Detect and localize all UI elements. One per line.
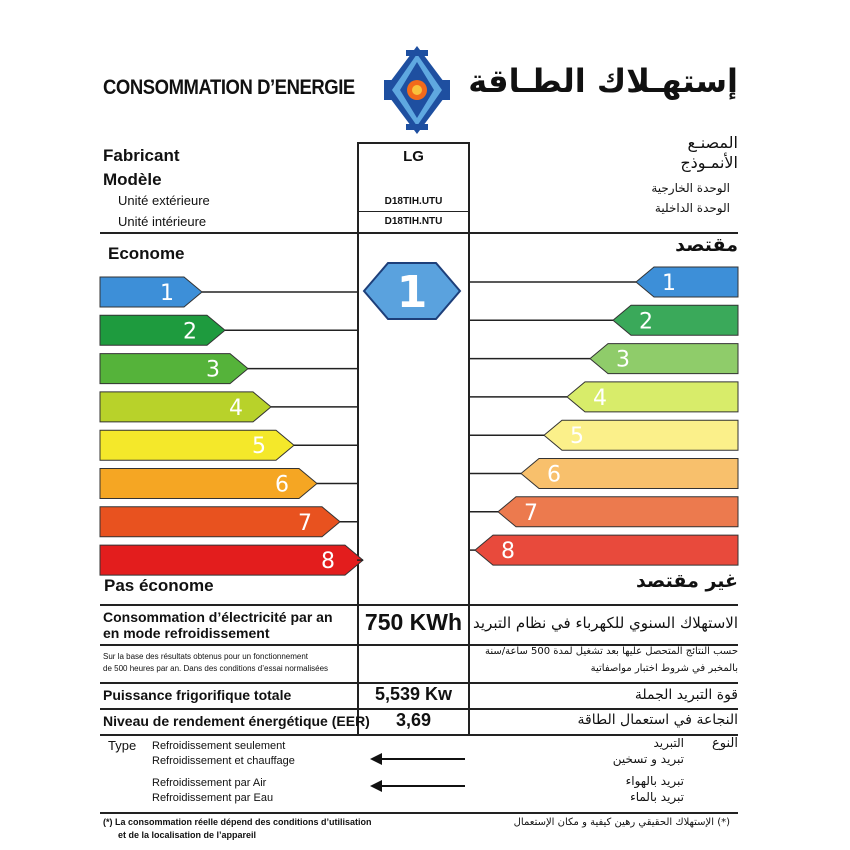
energy-class-label-right: 1 bbox=[662, 271, 676, 296]
outdoor-unit-label-arabic: الوحدة الخارجية bbox=[651, 181, 730, 195]
energy-class-label-right: 7 bbox=[524, 500, 538, 526]
basis-note-line1: Sur la base des résultats obtenus pour un fonctionnement bbox=[103, 652, 309, 661]
energy-class-label-right: 4 bbox=[593, 385, 607, 411]
energy-class-label-right: 3 bbox=[616, 347, 630, 373]
energy-class-bar-left bbox=[100, 354, 248, 384]
energy-class-label-left: 4 bbox=[229, 395, 243, 421]
energy-class-bar-right bbox=[590, 344, 738, 374]
econome-label-arabic: مقتصد bbox=[675, 234, 738, 256]
manufacturer-value: LG bbox=[403, 148, 424, 165]
energy-class-bar-left bbox=[100, 392, 271, 422]
energy-class-label-left: 2 bbox=[183, 319, 197, 345]
power-value: 5,539 Kw bbox=[374, 684, 453, 704]
energy-rating-value: 1 bbox=[396, 267, 428, 318]
power-label-arabic: قوة التبريد الجملة bbox=[634, 687, 738, 703]
eer-label-arabic: النجاعة في استعمال الطاقة bbox=[577, 712, 738, 728]
power-label: Puissance frigorifique totale bbox=[103, 687, 292, 703]
title-arabic: إستهـلاك الطـاقة bbox=[468, 62, 738, 100]
model-label-arabic: الأنمـوذج bbox=[680, 153, 738, 172]
energy-class-label-left: 5 bbox=[252, 434, 266, 460]
type-air-cooled: Refroidissement par Air bbox=[152, 777, 267, 789]
energy-class-label-left: 1 bbox=[160, 281, 174, 306]
energy-class-label-right: 2 bbox=[639, 309, 653, 335]
energy-class-bar-left bbox=[100, 277, 202, 307]
spec-column-right bbox=[468, 604, 470, 734]
divider-type bbox=[100, 812, 738, 814]
divider-eer bbox=[100, 734, 738, 736]
econome-label: Econome bbox=[108, 244, 185, 263]
model-label: Modèle bbox=[103, 170, 162, 189]
type-label-arabic: النوع bbox=[712, 736, 738, 751]
arrow-left-icon bbox=[370, 780, 470, 792]
divider-scale-bottom bbox=[100, 604, 738, 606]
indoor-unit-label: Unité intérieure bbox=[118, 214, 207, 229]
energy-class-label-left: 8 bbox=[321, 549, 335, 575]
basis-note-arabic-line1: حسب النتائج المتحصل عليها بعد تشغيل لمدة 500 ساعة/سنة bbox=[484, 646, 738, 657]
eer-label: Niveau de rendement énergétique (EER) bbox=[103, 713, 370, 729]
outdoor-unit-value: D18TIH.UTU bbox=[384, 196, 443, 207]
type-cooling-heating-arabic: تبريد و تسخين bbox=[612, 752, 684, 766]
energy-class-label-right: 5 bbox=[570, 424, 584, 450]
consumption-label-arabic: الاستهلاك السنوي للكهرباء في نظام التبريد bbox=[473, 614, 738, 632]
outdoor-unit-label: Unité extérieure bbox=[118, 193, 210, 208]
energy-class-label-left: 7 bbox=[298, 510, 312, 536]
footer-note-line1: (*) La consommation réelle dépend des conditions d’utilisation bbox=[103, 817, 372, 827]
energy-class-label-right: 6 bbox=[547, 462, 561, 488]
type-cooling-only-arabic: التبريد bbox=[653, 736, 684, 750]
manufacturer-label-arabic: المصنـع bbox=[687, 133, 738, 152]
energy-class-label-right: 8 bbox=[501, 539, 515, 565]
energy-class-bar-right bbox=[636, 267, 738, 297]
eer-value: 3,69 bbox=[395, 710, 432, 730]
type-label: Type bbox=[108, 738, 137, 753]
title-french: CONSOMMATION D’ENERGIE bbox=[103, 76, 355, 99]
consumption-label-line1: Consommation d’électricité par an bbox=[103, 609, 333, 625]
energy-class-label-left: 3 bbox=[206, 357, 220, 383]
footer-note-arabic: (*) الإستهلاك الحقيقي رهين كيفية و مكان الإستعمال bbox=[513, 817, 730, 828]
basis-note-arabic-line2: بالمخبر في شروط اختبار مواصفاتية bbox=[590, 663, 738, 674]
arrow-left-icon bbox=[370, 753, 470, 765]
type-air-cooled-arabic: تبريد بالهواء bbox=[625, 774, 684, 788]
basis-note-line2: de 500 heures par an. Dans des conditions d’essai normalisées bbox=[103, 664, 329, 673]
not-econome-label-arabic: غير مقتصد bbox=[635, 570, 738, 592]
type-cooling-heating: Refroidissement et chauffage bbox=[152, 755, 295, 767]
manufacturer-label: Fabricant bbox=[103, 146, 180, 165]
footer-note-line2: et de la localisation de l’appareil bbox=[118, 830, 257, 840]
type-cooling-only: Refroidissement seulement bbox=[152, 740, 286, 752]
type-water-cooled: Refroidissement par Eau bbox=[152, 792, 274, 804]
not-econome-label: Pas économe bbox=[104, 576, 214, 595]
energy-class-label-left: 6 bbox=[275, 472, 289, 498]
energy-class-bar-right bbox=[613, 305, 738, 335]
indoor-unit-value: D18TIH.NTU bbox=[384, 216, 443, 227]
energy-class-bar-left bbox=[100, 315, 225, 345]
type-water-cooled-arabic: تبريد بالماء bbox=[630, 790, 684, 804]
indoor-unit-label-arabic: الوحدة الداخلية bbox=[654, 201, 730, 215]
consumption-value: 750 KWh bbox=[364, 609, 463, 635]
consumption-label-line2: en mode refroidissement bbox=[103, 625, 270, 641]
